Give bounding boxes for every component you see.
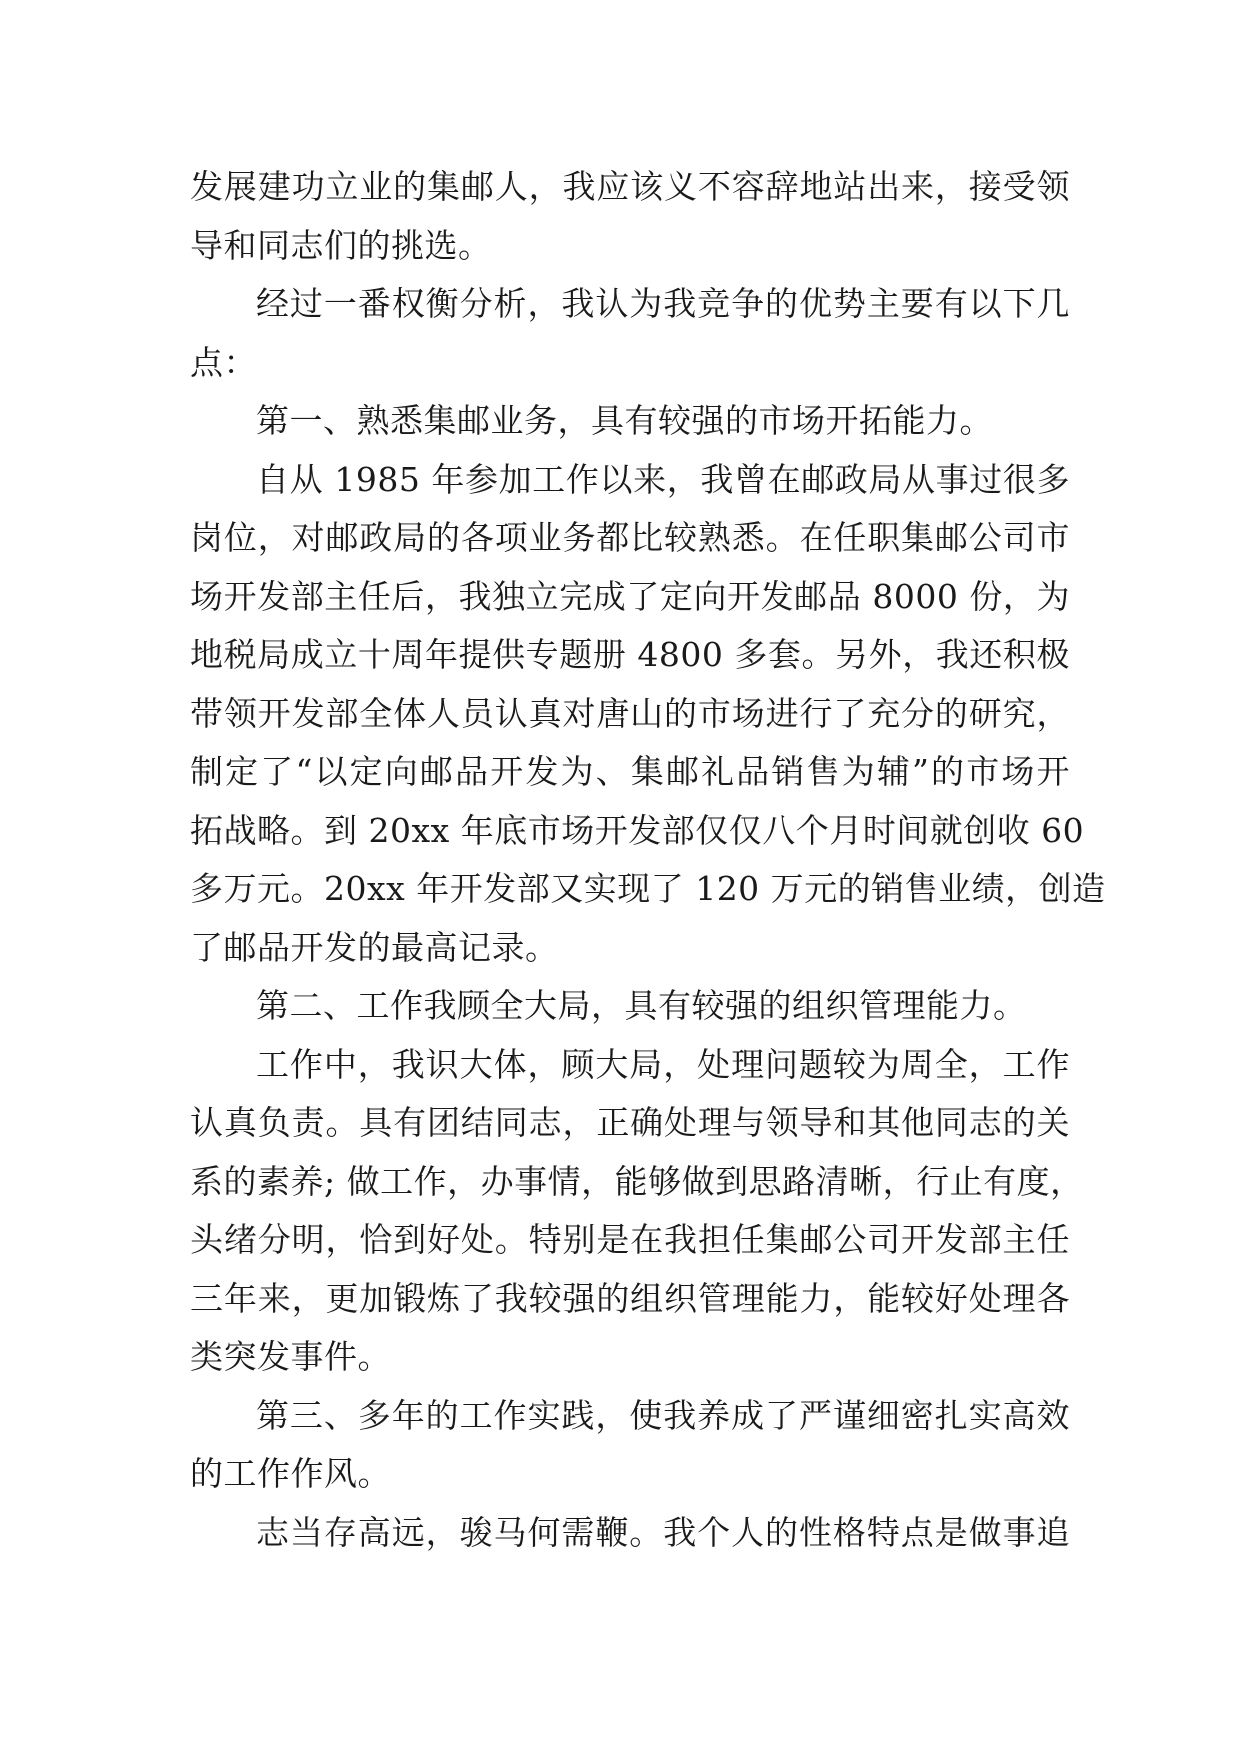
text-line: 三年来，更加锻炼了我较强的组织管理能力，能较好处理各 — [190, 1278, 1070, 1318]
text-line: 第二、工作我顾全大局，具有较强的组织管理能力。 — [256, 986, 1027, 1025]
text-line: 制定了“以定向邮品开发为、集邮礼品销售为辅”的市场开 — [190, 752, 1070, 791]
text-line: 地税局成立十周年提供专题册 4800 多套。另外，我还积极 — [190, 635, 1070, 674]
text-line: 带领开发部全体人员认真对唐山的市场进行了充分的研究， — [190, 693, 1070, 733]
text-line: 点： — [190, 342, 257, 382]
text-line: 第一、熟悉集邮业务，具有较强的市场开拓能力。 — [256, 401, 993, 440]
text-line: 头绪分明，恰到好处。特别是在我担任集邮公司开发部主任 — [190, 1220, 1070, 1259]
text-line: 场开发部主任后，我独立完成了定向开发邮品 8000 份，为 — [190, 576, 1070, 616]
text-line: 经过一番权衡分析，我认为我竞争的优势主要有以下几 — [256, 284, 1070, 323]
text-line: 志当存高远，骏马何需鞭。我个人的性格特点是做事追 — [256, 1512, 1070, 1552]
text-line: 第三、多年的工作实践，使我养成了严谨细密扎实高效 — [256, 1395, 1070, 1435]
text-line: 系的素养; 做工作，办事情，能够做到思路清晰，行止有度， — [190, 1161, 1084, 1201]
text-line: 导和同志们的挑选。 — [190, 225, 492, 265]
text-line: 自从 1985 年参加工作以来，我曾在邮政局从事过很多 — [256, 459, 1070, 499]
text-line: 拓战略。到 20xx 年底市场开发部仅仅八个月时间就创收 60 — [190, 810, 1085, 850]
text-line: 认真负责。具有团结同志，正确处理与领导和其他同志的关 — [190, 1103, 1070, 1142]
text-line: 岗位，对邮政局的各项业务都比较熟悉。在任职集邮公司市 — [190, 518, 1070, 557]
text-line: 类突发事件。 — [190, 1337, 391, 1376]
document-body — [190, 158, 1106, 1562]
text-line: 多万元。20xx 年开发部又实现了 120 万元的销售业绩，创造 — [190, 869, 1106, 908]
text-line: 了邮品开发的最高记录。 — [190, 927, 559, 967]
text-line: 工作中，我识大体，顾大局，处理问题较为周全，工作 — [256, 1044, 1070, 1084]
text-line: 的工作作风。 — [190, 1454, 391, 1493]
text-line: 发展建功立业的集邮人，我应该义不容辞地站出来，接受领 — [190, 167, 1070, 206]
